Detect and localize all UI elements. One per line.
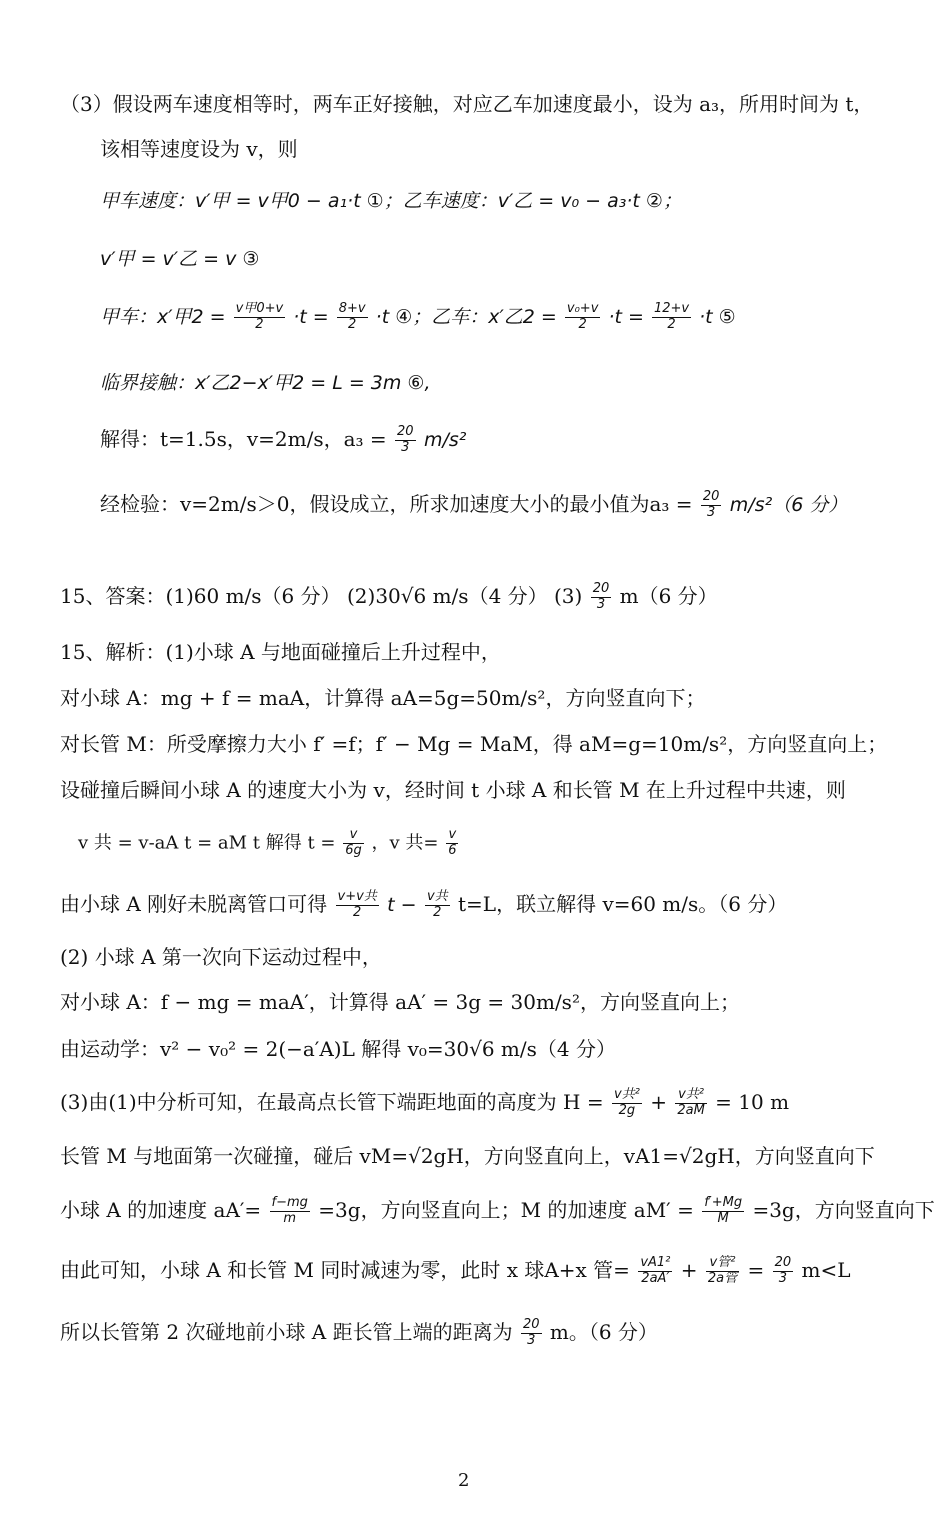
- solve-fraction: $\frac{20}{3}$: [397, 424, 414, 455]
- disp-b-fraction-2: $\frac{12+v}{2}$: [653, 301, 690, 332]
- solution-15-line9: 由运动学：v² − v₀² = 2(−a′A)L 解得 v₀=30√6 m/s（4 分）: [60, 1037, 616, 1061]
- part3-intro-line2: 该相等速度设为 v，则: [100, 137, 298, 161]
- solution-15-line7: (2) 小球 A 第一次向下运动过程中，: [60, 945, 382, 969]
- vshared-fraction: $\frac{v}{6}$: [448, 827, 457, 858]
- solution-15-line6: 由小球 A 刚好未脱离管口可得 $\frac{\text{v+v共}}{2}$ t − $\frac{\text{v共}}{2}$ t=L，联立解得 v=60 m/s。（6 分）: [60, 889, 788, 920]
- disp-a-fraction: $\frac{\text{v甲0+v}}{2}$: [235, 301, 284, 332]
- accel-m-fraction: $\frac{f'+Mg}{M}$: [704, 1195, 743, 1226]
- solution-15-line12: 小球 A 的加速度 aA′= $\frac{f-mg}{m}$ =3g，方向竖直向上；M 的加速度 aM′ = $\frac{f'+Mg}{M}$ =3g，方向竖直向下: [60, 1195, 935, 1226]
- disp-ball-fraction: $\frac{\text{vA1²}}{2aA'}$: [640, 1255, 671, 1286]
- avg-speed-fraction: $\frac{\text{v+v共}}{2}$: [337, 889, 377, 920]
- disp-total-fraction: $\frac{20}{3}$: [774, 1255, 792, 1286]
- solution-15-line1: 15、解析：(1)小球 A 与地面碰撞后上升过程中，: [60, 640, 501, 664]
- page-number: 2: [458, 1470, 470, 1491]
- final-distance-fraction: $\frac{20}{3}$: [522, 1317, 540, 1348]
- height-fraction-1: $\frac{\text{v共²}}{2g}$: [613, 1087, 640, 1118]
- disp-tube-fraction: $\frac{\text{v管²}}{\text{2a管}}$: [707, 1255, 738, 1286]
- solution-15-line3: 对长管 M：所受摩擦力大小 f′ =f；f′ − Mg = MaM，得 aM=g=10m/s²，方向竖直向上；: [60, 732, 888, 756]
- height-fraction-2: $\frac{\text{v共²}}{2aM}$: [677, 1087, 705, 1118]
- answer-15: 15、答案：(1)60 m/s（6 分） (2)30√6 m/s（4 分） (3) $\frac{20}{3}$ m（6 分）: [60, 581, 718, 612]
- solution-15-line13: 由此可知，小球 A 和长管 M 同时减速为零，此时 x 球A+x 管= $\frac{\text{vA1²}}{2aA'}$ + $\frac{\text{v管²}}{\text{2a管}}$ = $\frac{20}{3}$ m<L: [60, 1255, 851, 1286]
- equation-speeds: 甲车速度：v′甲 = v甲0 − a₁·t ①；乙车速度：v′乙 = v₀ − a₃·t ②；: [100, 190, 682, 212]
- solution-15-line8: 对小球 A：f − mg = maA′，计算得 aA′ = 3g = 30m/s²，方向竖直向上；: [60, 990, 740, 1014]
- part3-intro-line1: （3）假设两车速度相等时，两车正好接触，对应乙车加速度最小，设为 a₃，所用时间为 t，: [60, 92, 874, 116]
- disp-a-fraction-2: $\frac{8+v}{2}$: [338, 301, 366, 332]
- check-fraction: $\frac{20}{3}$: [702, 489, 720, 520]
- disp-a-label: 甲车：x′甲2 =: [100, 305, 226, 328]
- t-fraction: $\frac{v}{6g}$: [345, 827, 362, 858]
- accel-a-fraction: $\frac{f-mg}{m}$: [271, 1195, 308, 1226]
- solution-15-line4: 设碰撞后瞬间小球 A 的速度大小为 v，经时间 t 小球 A 和长管 M 在上升过程中共速，则: [60, 778, 846, 802]
- vshared-half-fraction: $\frac{\text{v共}}{2}$: [426, 889, 448, 920]
- solution-15-line14: 所以长管第 2 次碰地前小球 A 距长管上端的距离为 $\frac{20}{3}$ m。（6 分）: [60, 1317, 658, 1348]
- answer-fraction: $\frac{20}{3}$: [592, 581, 610, 612]
- solution-15-line11: 长管 M 与地面第一次碰撞，碰后 vM=√2gH，方向竖直向上，vA1=√2gH，方向竖直向下: [60, 1144, 875, 1168]
- disp-b-fraction: $\frac{\text{v₀+v}}{2}$: [566, 301, 599, 332]
- equation-contact: 临界接触：x′乙2−x′甲2 = L = 3m ⑥,: [100, 372, 431, 394]
- solution-15-line2: 对小球 A：mg + f = maA，计算得 aA=5g=50m/s²，方向竖直向下；: [60, 686, 706, 710]
- solve-line: 解得：t=1.5s，v=2m/s，a₃ = $\frac{20}{3}$ m/s²: [100, 424, 467, 455]
- solution-15-line10: (3)由(1)中分析可知，在最高点长管下端距地面的高度为 H = $\frac{\text{v共²}}{2g}$ + $\frac{\text{v共²}}{2aM}$ = 10 m: [60, 1087, 790, 1118]
- check-line: 经检验：v=2m/s＞0，假设成立，所求加速度大小的最小值为a₃ = $\frac{20}{3}$ m/s²（6 分）: [100, 489, 848, 520]
- solution-15-line5: v 共 = v-aA t = aM t 解得 t = $\frac{v}{6g}$ ，v 共= $\frac{v}{6}$: [78, 827, 457, 858]
- equation-equal-speed: v′甲 = v′乙 = v ③: [100, 248, 260, 270]
- equation-displacement: 甲车：x′甲2 = $\frac{\text{v甲0+v}}{2}$ ·t = $\frac{8+v}{2}$ ·t ④；乙车：x′乙2 = $\frac{\text{v₀+v}}{2}$ ·t = $\frac{12+v}{2}$ ·t ⑤: [100, 301, 736, 332]
